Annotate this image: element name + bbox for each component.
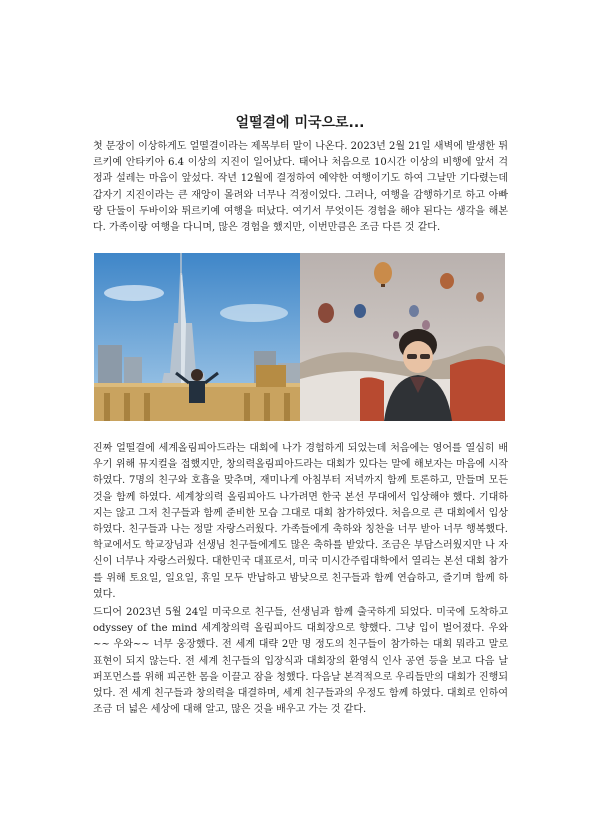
document-title: 얼떨결에 미국으로... [235,115,365,131]
photo-pair [94,253,505,421]
paragraph-2: 진짜 얼떨결에 세계올림피아드라는 대회에 나가 경험하게 되었는데 처음에는 영어를 열심히 배우기 위해 뮤지컬을 접했지만, 창의력올림피아드라는 대회가 있다는 말에 해보자는 마음에 시작하였다. 7명의 친구와 호흡을 맞추며, 재미나게 아침부터 저녁까지 함께 토론하고, 만들며 모든 것을 함께 하였다. 세계창의력 올림피아드 나가려면 한국 본선 무대에서 입상해야 했다. 기대하지는 않고 그저 친구들과 함께 준비한 모습 그대로 대회 참가하였다. 처음으로 큰 대회에서 입상하였다. 친구들과 나는 정말 자랑스러웠다. 가족들에게 축하와 칭찬을 너무 받아 너무 행복했다. 학교에서도 학교장님과 선생님 친구들에게도 많은 축하를 받았다. 조금은 부담스러웠지만 나 자신이 너무나 자랑스러웠다. 대한민국 대표로서, 미국 미시간주립대학에서 열리는 본선 대회 참가를 위해 토요일, 일요일, 휴일 모두 반납하고 밤낮으로 친구들과 함께 연습하고, 즐기며 함께 하였다. [93,443,508,600]
paragraph-3: 드디어 2023년 5월 24일 미국으로 친구들, 선생님과 함께 출국하게 되었다. 미국에 도착하고 odyssey of the mind 세계창의력 올림피아드 대회장으로 향했다. 그냥 입이 벌어졌다. 우와~~ 우와~~ 너무 웅장했다. 전 세계 대략 2만 명 정도의 친구들이 참가하는 대회 뭐라고 말로 표현이 되지 않는다. 전 세계 친구들의 입장식과 대회장의 환영식 인사 공연 등을 보고 다음 날 퍼포먼스를 위해 피곤한 몸을 이끌고 잠을 청했다. 다음날 본격적으로 우리들만의 대회가 진행되었다. 전 세계 친구들과 창의력을 대결하며, 세계 친구들과의 우정도 함께 하였다. 대회로 인하여 조금 더 넓은 세상에 대해 알고, 많은 것을 배우고 가는 것 같다. [93,607,508,716]
photo-burj-khalifa [94,253,300,421]
paragraph-1: 첫 문장이 이상하게도 얼떨결이라는 제목부터 말이 나온다. 2023년 2월 21일 새벽에 발생한 튀르키예 안타키아 6.4 이상의 지진이 일어났다. 태어나 처음으로 10시간 이상의 비행에 앞서 걱정과 설레는 마음이 앞섰다. 작년 12월에 결정하여 예약한 여행이기도 하여 그날만 기다렸는데 갑자기 지진이라는 큰 재앙이 몰려와 너무나 걱정이었다. 그러나, 여행을 감행하기로 하고 아빠랑 단둘이 두바이와 튀르키예 여행을 떠났다. 여기서 무엇이든 경험을 해야 된다는 생각을 해본다. 가족이랑 여행을 다니며, 많은 경험을 했지만, 이번만큼은 조금 다른 것 같다. [93,141,508,234]
hot-air-balloons-illustration [300,253,505,421]
burj-khalifa-illustration [94,253,300,421]
photo-hot-air-balloons [300,253,505,421]
